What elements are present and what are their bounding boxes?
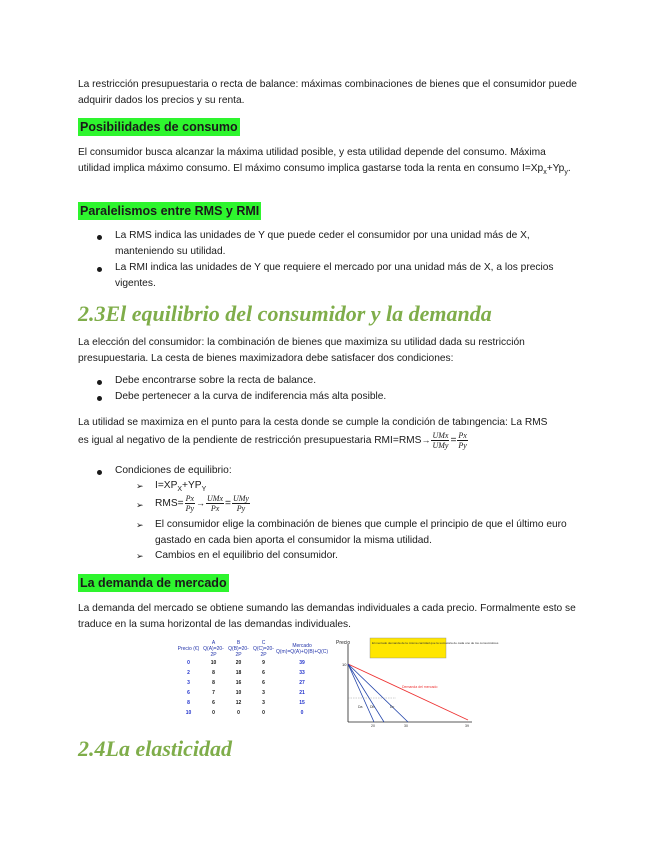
heading-demanda-mercado: La demanda de mercado [80,576,227,590]
demanda-paragraph: La demanda del mercado se obtiene sumando las demandas individuales a cada precio. Formalmente esto se traduce en la suma horizontal de las demandas individuales. [78,603,576,630]
label-dc: Dc [390,705,395,709]
label-db: Db [370,705,375,709]
arrow-icon: → [196,498,206,509]
demand-table [176,640,328,718]
bullet-icon [97,235,102,240]
x-tick: 30 [404,724,408,728]
fraction-px-py: $\frac{Px}{Py}$ [458,431,467,450]
arrowhead-bullet-icon: ➢ [136,500,144,510]
table-header: Mercado Q(m)=Q(A)+Q(B)+Q(C) [276,643,329,655]
fraction-umx-umy: $\frac{\text{UMx}}{\text{UMy}}$ [432,431,449,450]
x-tick: 39 [465,724,469,728]
budget-formula: $I=Xp_x+Yp_y$. [521,163,571,177]
table-row: 0 10 20 9 39 [187,660,305,666]
x-tick: 20 [371,724,375,728]
table-header: A Q(A)=20-2P [203,640,224,658]
tangencia-line-2: es igual al negativo de la pendiente de restricción presupuestaria RMI=RMS→ $\frac{\text{UMx}}{\text{UMy}}$ = $\frac{Px}{Py}$ [78,431,467,450]
arrowhead-bullet-icon: ➢ [136,481,144,491]
market-demand-label: Demanda del mercado [402,685,438,689]
arrowhead-bullet-icon: ➢ [136,520,144,530]
intro-paragraph: La restricción presupuestaria o recta de balance: máximas combinaciones de bienes que el consumidor puede adquirir dados los precios y su renta. [78,79,577,106]
table-header: Precio (€) [177,646,200,652]
section-title-2-4: 2.4La elasticidad [78,736,232,761]
equilibrium-conditions-heading: Condiciones de equilibrio: [115,465,232,476]
bullet-icon [97,396,102,401]
tangencia-line-1: La utilidad se maximiza en el punto para la cesta donde se cumple la condición de tabıngencia: La RMS [78,417,548,428]
demand-line-c [348,664,408,722]
eleccion-paragraph: La elección del consumidor: la combinación de bienes que maximiza su utilidad dada su restricción presupuestaria. La cesta de bienes maximizadora debe satisfacer dos condiciones: [78,337,525,364]
graph-y-tick: 10 [342,662,347,667]
bullet-icon [97,380,102,385]
table-row: 6 7 10 3 21 [187,690,305,696]
table-row: 3 8 16 6 27 [187,680,305,686]
table-header: C Q(C)=20-2P [253,640,274,658]
market-demand-graph [336,636,499,728]
graph-axis-label: Precio [336,640,351,646]
condition-item-recta: Debe encontrarse sobre la recta de balance. [115,375,317,386]
paralelismo-item-rms: La RMS indica las unidades de Y que puede ceder el consumidor por una unidad más de X, manteniendo su utilidad. [115,230,530,257]
table-row: 10 0 0 0 0 [185,710,304,716]
condition-budget: $I=XP_X+YP_Y$ [155,480,207,494]
condition-rms: RMS= $\frac{Px}{Py}$ → $\frac{\text{UMx}}{Px}$ = $\frac{\text{UMy}}{Py}$ [155,494,249,513]
posibilidades-paragraph [78,145,578,181]
graph-note: El mercado demanda de la misma cantidad que la sumatoria de cada uno de los consumidores [372,641,499,645]
heading-posibilidades: Posibilidades de consumo [80,120,238,134]
bullet-icon [97,267,102,272]
label-da: Da [358,705,363,709]
arrow-icon: → [421,435,431,446]
table-row: 2 8 18 6 33 [187,670,305,676]
condition-item-curva: Debe pertenecer a la curva de indiferencia más alta posible. [115,391,387,402]
paralelismo-item-rmi: La RMI indica las unidades de Y que requiere el mercado por una unidad más de X, a los precios vigentes. [115,262,554,289]
svg-text:El mercado demanda de la misma [372,641,499,645]
market-demand-line [348,664,468,720]
section-title-2-3: 2.3El equilibrio del consumidor y la demanda [78,301,492,326]
condition-ultimo-euro: El consumidor elige la combinación de bienes que cumple el principio de que el último euro gastado en cada bien aporta el consumidor la misma utilidad. [155,519,567,546]
table-row: 8 6 12 3 15 [187,700,305,706]
posibilidades-text: El consumidor busca alcanzar la máxima utilidad posible, y esta utilidad depende del consumo. Máxima utilidad implica máximo consumo. El máximo consumo implica gastarse toda la renta en consumo [78,147,546,174]
condition-cambios: Cambios en el equilibrio del consumidor. [155,550,338,561]
table-header: B Q(B)=20-2P [228,640,249,658]
heading-paralelismos: Paralelismos entre RMS y RMI [80,204,260,218]
demand-line-a [348,664,374,722]
bullet-icon [97,470,102,475]
arrowhead-bullet-icon: ➢ [136,551,144,561]
